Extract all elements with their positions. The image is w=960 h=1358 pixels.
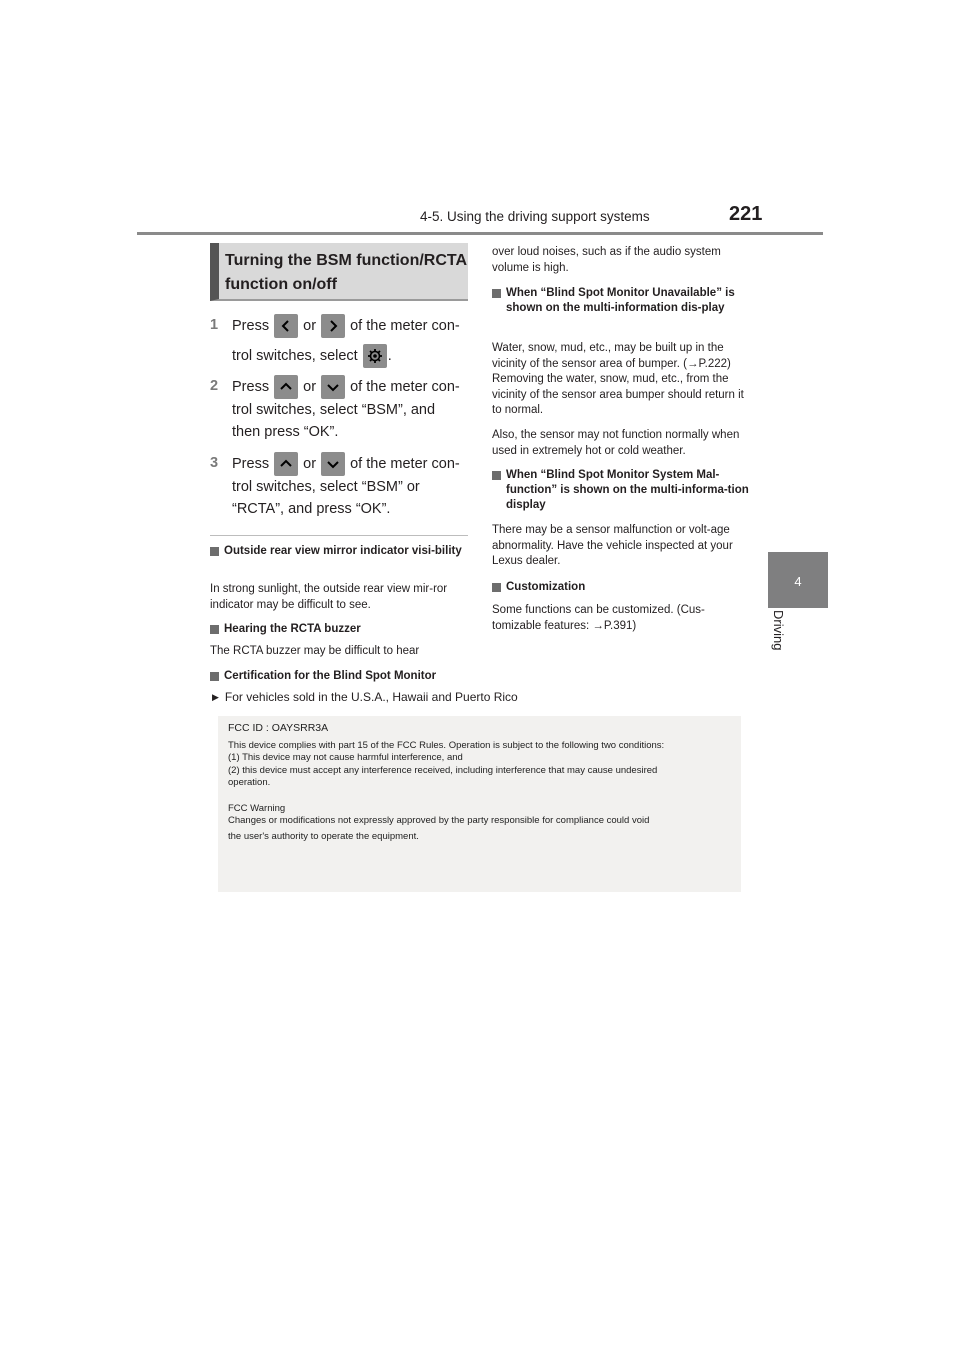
fcc-text: operation.	[228, 777, 271, 788]
chevron-up-icon	[274, 452, 298, 476]
step-2	[210, 375, 468, 441]
step-text: then press “OK”.	[232, 424, 339, 440]
step-text: of the meter con-	[350, 455, 460, 472]
note-body: The RCTA buzzer may be difficult to hear	[210, 645, 420, 657]
step-text: or	[303, 317, 317, 334]
note-heading: When “Blind Spot Monitor System Mal-function” is shown on the multi-informa-tion display	[492, 468, 754, 513]
chevron-left-icon	[274, 314, 298, 338]
step-number: 1	[210, 317, 219, 333]
step-text: “RCTA”, and press “OK”.	[232, 501, 391, 517]
note-heading: Outside rear view mirror indicator visi-bility	[210, 544, 468, 559]
step-text: Press	[232, 378, 270, 395]
fcc-text: (1) This device may not cause harmful interference, and	[228, 752, 463, 763]
step-text: Press	[232, 455, 270, 472]
note-heading: When “Blind Spot Monitor Unavailable” is shown on the multi-information dis-play	[492, 286, 754, 316]
step-text: or	[303, 455, 317, 472]
bullet-square-icon	[492, 289, 501, 298]
step-3	[210, 452, 468, 518]
note-heading: Hearing the RCTA buzzer	[210, 622, 468, 637]
fcc-text: (2) this device must accept any interference received, including interference that may cause undesired	[228, 764, 658, 776]
bullet-square-icon	[492, 471, 501, 480]
chapter-tab[interactable]	[768, 552, 828, 608]
chevron-down-icon	[321, 375, 345, 399]
chevron-down-icon	[321, 452, 345, 476]
bullet-square-icon	[210, 625, 219, 634]
section-heading-text: Turning the BSM function/RCTA function on/off	[225, 252, 467, 293]
step-number: 2	[210, 378, 219, 394]
page-number: 221	[729, 203, 763, 225]
step-text: or	[303, 378, 317, 395]
bullet-square-icon	[210, 672, 219, 681]
fcc-label-image	[218, 716, 741, 892]
fcc-text: Changes or modifications not expressly approved by the party responsible for compliance could void	[228, 815, 650, 826]
fcc-id: FCC ID : OAYSRR3A	[228, 722, 329, 734]
note-body: There may be a sensor malfunction or volt-age abnormality. Have the vehicle inspected at your Lexus dealer.	[492, 524, 733, 567]
step-text: trol switches, select	[232, 347, 358, 364]
note-body: Some functions can be customized. (Cus-tomizable features: →P.391)	[492, 604, 705, 632]
note-heading: Certification for the Blind Spot Monitor	[210, 669, 480, 684]
header-divider	[137, 232, 823, 235]
section-title: 4-5. Using the driving support systems	[420, 209, 650, 224]
fcc-warning-title: FCC Warning	[228, 802, 286, 814]
note-body: Also, the sensor may not function normally when used in extremely hot or cold weather.	[492, 429, 740, 457]
bullet-square-icon	[210, 547, 219, 556]
note-body: Water, snow, mud, etc., may be built up in the vicinity of the sensor area of bumper. (→P.222) Removing the water, snow, mud, etc., from the vicinity of the sensor area bumper should return it to normal.	[492, 342, 744, 416]
note-heading: Customization	[492, 580, 754, 595]
chevron-up-icon	[274, 375, 298, 399]
note-body: over loud noises, such as if the audio system volume is high.	[492, 246, 721, 274]
step-text: of the meter con-	[350, 317, 460, 334]
step-text: trol switches, select “BSM”, and	[232, 402, 436, 418]
triangle-bullet-icon: ▶	[212, 692, 219, 702]
gear-icon	[363, 344, 387, 368]
region-note: ▶ For vehicles sold in the U.S.A., Hawaii and Puerto Rico	[212, 690, 518, 704]
chapter-number: 4	[794, 574, 802, 589]
section-heading	[210, 243, 468, 301]
step-text: Press	[232, 317, 270, 334]
note-body: In strong sunlight, the outside rear view mir-ror indicator may be difficult to see.	[210, 583, 448, 611]
fcc-text: This device complies with part 15 of the FCC Rules. Operation is subject to the following two conditions:	[228, 739, 665, 751]
fcc-text: the user's authority to operate the equipment.	[228, 830, 419, 842]
step-text: .	[387, 347, 392, 364]
chapter-label: Driving	[771, 610, 786, 651]
section-divider	[210, 535, 468, 536]
step-text: of the meter con-	[350, 378, 460, 395]
step-1	[210, 314, 468, 370]
step-text: trol switches, select “BSM” or	[232, 479, 420, 495]
bullet-square-icon	[492, 583, 501, 592]
step-number: 3	[210, 455, 219, 471]
chevron-right-icon	[321, 314, 345, 338]
